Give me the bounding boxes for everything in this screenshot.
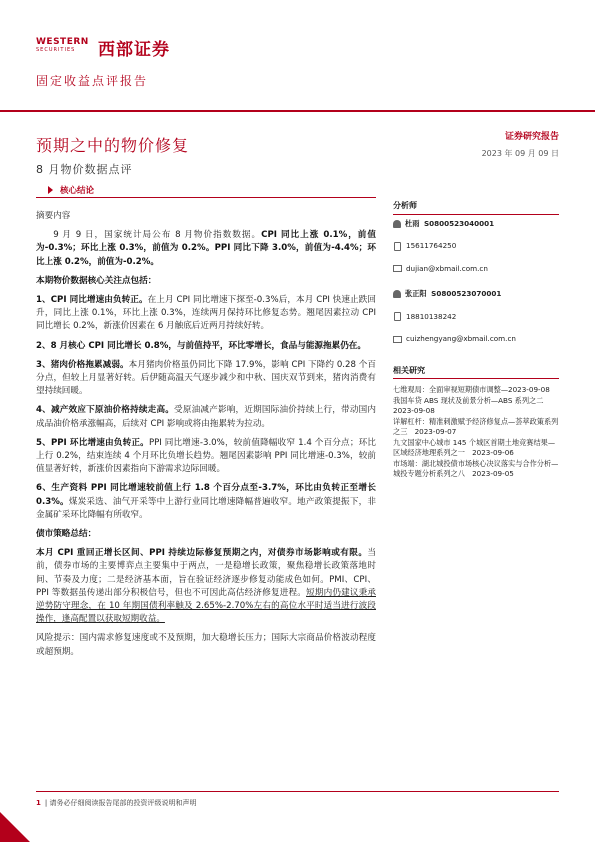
analyst-name: 张正阳 xyxy=(405,289,427,298)
mail-icon xyxy=(393,336,402,343)
strategy-label xyxy=(36,528,376,541)
analyst-phone: 15611764250 xyxy=(406,241,457,250)
report-date: 2023 年 09 月 09 日 xyxy=(481,149,559,158)
point-6-heading: 6、生产资料 PPI 同比增速较前值上行 1.8 个百分点至-3.7%，环比由负转正至增长 0.3%。 xyxy=(36,483,376,507)
related-item[interactable]: 九文国家中心城市 145 个城区首期土地竞赛结果—区域经济地理系列之一 2023-09-06 xyxy=(393,437,556,457)
analyst-2 xyxy=(393,289,559,345)
phone-icon xyxy=(394,312,401,321)
point-4-text: 受原油减产影响，近期国际油价持续上行，带动国内成品油价格承涨幅高，后续对 CPI 影响或将由拖累转为拉动。 xyxy=(36,405,376,429)
strategy-heading: 债市策略总结： xyxy=(36,529,97,540)
point-3-text: 本月猪肉价格虽仍同比下降 17.9%，影响 CPI 下降约 0.28 个百分点，但较上月显著好转。后伊随高温天气逐步减少和中秋、国庆双节到来，猪肉消费有望持续回暖。 xyxy=(36,359,377,397)
analyst-2-email-row xyxy=(393,334,559,345)
footer-disclaimer: 请务必仔细阅读报告尾部的投资评级说明和声明 xyxy=(49,799,197,807)
paragraph-point-1 xyxy=(36,294,376,334)
logo-cn-text: 西部证券 xyxy=(98,40,170,60)
footer-divider xyxy=(36,791,559,792)
strategy-text: 当前，债券市场的主要博弈点主要集中于两点，一是稳增长政策，聚焦稳增长政策落地时间、节奏及力度；二是经济基本面，旨在验证经济逐步修复动能成色如何。PMI、CPI、PPI 等数据虽传递出部分积极信号，但也不可因此高估经济修复进程。 xyxy=(36,548,376,598)
phone-icon xyxy=(394,242,401,251)
analysts-heading: 分析师 xyxy=(393,201,559,215)
analyst-cert: S0800523040001 xyxy=(423,218,495,228)
corner-decoration xyxy=(0,812,30,842)
analyst-2-phone-row xyxy=(393,312,559,323)
strategy-bold: 本月 CPI 重回正增长区间、PPI 持续边际修复预期之内，对债券市场影响或有限。 xyxy=(36,548,368,559)
summary-bold: CPI 同比上涨 0.1%，前值为-0.3%；环比上涨 0.3%，前值为 0.2%。PPI 同比下降 3.0%，前值为-4.4%；环比上涨 0.2%，前值为-0.2%。 xyxy=(36,230,376,267)
summary-lead: 9 月 9 日，国家统计局公布 8 月物价指数数据。 xyxy=(53,230,262,241)
page-subtitle: 8 月物价数据点评 xyxy=(36,163,133,176)
triangle-icon xyxy=(48,186,53,194)
paragraph-strategy xyxy=(36,547,376,626)
focus-label: 本期物价数据核心关注点包括： xyxy=(36,275,157,286)
related-item[interactable]: 详解杠杆：精准刺激赋予经济修复点—荟萃政策系列之三 2023-09-07 xyxy=(393,416,559,436)
analyst-1-name-row xyxy=(393,219,559,230)
analyst-1-email-row xyxy=(393,264,559,275)
logo-en-sub: SECURITIES xyxy=(36,47,76,53)
risk-warning: 风险提示：国内需求修复速度或不及预期，加大稳增长压力；国际大宗商品价格波动程度或超预期。 xyxy=(36,633,376,657)
analyst-email[interactable]: cuizhengyang@xbmail.com.cn xyxy=(406,334,516,343)
related-heading: 相关研究 xyxy=(393,366,559,380)
core-label: 核心结论 xyxy=(60,186,95,196)
point-5-heading: 5、PPI 环比增速由负转正。 xyxy=(36,437,149,448)
point-1-heading: 1、CPI 同比增速由负转正。 xyxy=(36,295,148,306)
related-item[interactable]: 七维观局：全面审视短期债市调整—2023-09-08 xyxy=(393,385,550,394)
paragraph-point-4 xyxy=(36,404,376,430)
point-6-text: 煤炭采选、油气开采等中上游行业同比增速降幅普遍收窄。地产政策提振下，非金属矿采环比降幅有所收窄。 xyxy=(36,496,376,520)
analyst-1 xyxy=(393,219,559,275)
related-item[interactable]: 市场端：湖北城投债市场核心决议落实与合作分析—城投专题分析系列之八 2023-09-05 xyxy=(393,458,559,478)
person-icon xyxy=(393,290,401,298)
main-content xyxy=(36,210,376,665)
footer: 1 | 请务必仔细阅读报告尾部的投资评级说明和声明 xyxy=(36,799,197,807)
core-section-header xyxy=(36,182,376,198)
point-3-heading: 3、猪肉价格拖累减弱。 xyxy=(36,359,129,370)
analyst-cert: S0800523070001 xyxy=(431,289,502,298)
analyst-1-phone-row xyxy=(393,241,559,252)
analyst-email[interactable]: dujian@xbmail.com.cn xyxy=(406,263,488,273)
mail-icon xyxy=(393,265,402,272)
abstract-label: 摘要内容 xyxy=(36,211,71,221)
point-5-text: PPI 同比增速-3.0%，较前值降幅收窄 1.4 个百分点；环比上行 0.2%，结束连续 4 个月环比负增长趋势。翘尾因素影响 PPI 同比增速-0.3%，较前值显著好转，新涨价因素指向下游需求边际回暖。 xyxy=(36,437,376,475)
analyst-name: 杜雨 xyxy=(405,218,420,228)
point-4-heading: 4、减产效应下原油价格持续走高。 xyxy=(36,405,175,416)
paragraph-point-3 xyxy=(36,359,376,399)
paragraph-focus-label xyxy=(36,275,376,288)
related-item[interactable]: 我国车贷 ABS 现状及前景分析—ABS 系列之二 2023-09-08 xyxy=(393,395,551,415)
paragraph-point-6 xyxy=(36,482,376,522)
point-2-heading: 2、8 月核心 CPI 同比增长 0.8%，与前值持平，环比零增长，食品与能源拖累仍在。 xyxy=(36,340,366,351)
page-number: 1 xyxy=(36,799,41,807)
strategy-underlined: 短期内仍建议秉承逆势防守理念，在 10 年期国债利率触及 2.65%-2.70%左右的高位水平时适当进行波段操作，逢高配置以获取短期收益。 xyxy=(36,587,376,625)
page-title: 预期之中的物价修复 xyxy=(36,136,190,155)
report-type: 固定收益点评报告 xyxy=(36,74,149,88)
core-divider xyxy=(36,197,376,198)
analyst-phone: 18810138242 xyxy=(406,311,457,321)
point-1-text: 在上月 CPI 同比增速下探至-0.3%后，本月 CPI 快速止跌回升，同比上涨 0.1%，环比上涨 0.3%，连续两月保持环比修复态势。翘尾因素拉动 CPI 同比增长 0.2%，新涨价因素在 6 月触底后近两月持续好转。 xyxy=(36,295,376,332)
header-divider xyxy=(0,110,595,112)
logo-en-text: WESTERN xyxy=(36,37,89,47)
report-tag: 证券研究报告 xyxy=(504,132,559,142)
paragraph-point-2 xyxy=(36,340,376,353)
analyst-2-name-row xyxy=(393,289,559,300)
paragraph-summary xyxy=(36,229,376,269)
person-icon xyxy=(393,220,401,228)
brand-logo xyxy=(36,37,104,57)
paragraph-point-5 xyxy=(36,437,376,477)
related-list xyxy=(393,385,559,480)
sidebar xyxy=(393,201,559,480)
